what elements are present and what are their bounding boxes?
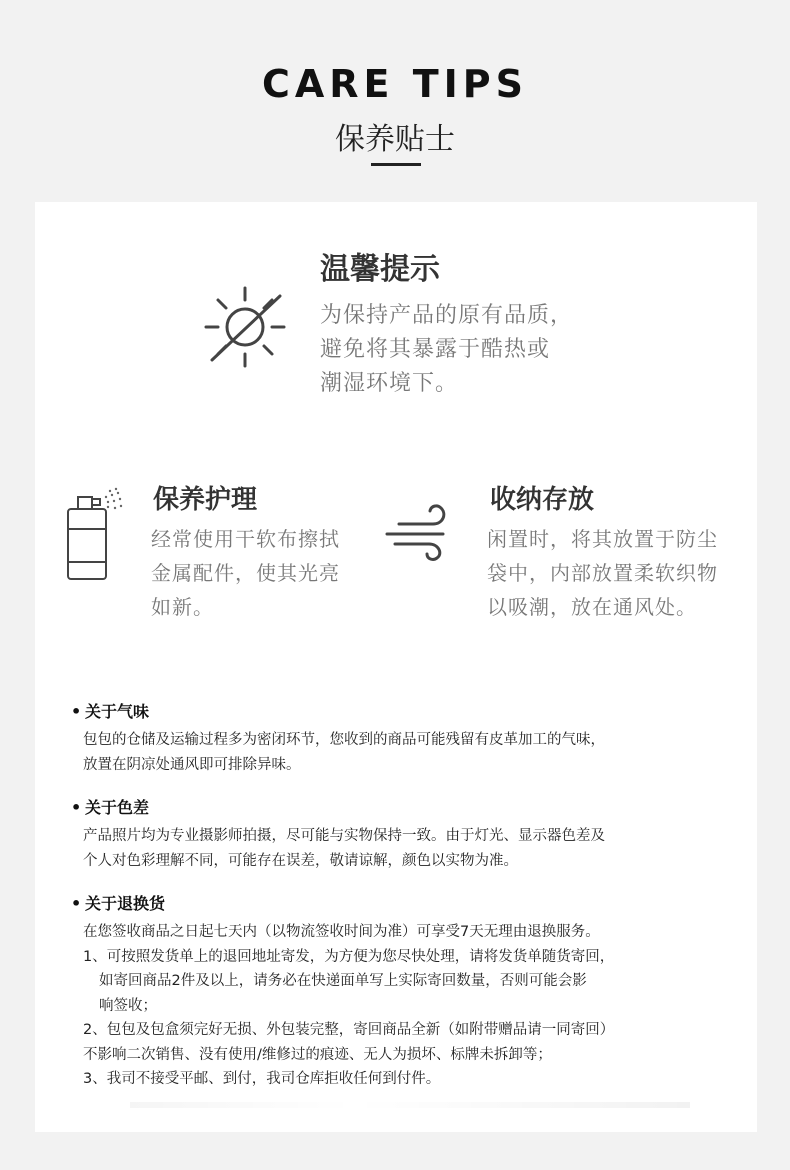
storage-text: [487, 522, 752, 624]
storage-line: 闲置时，将其放置于防尘: [487, 527, 718, 551]
care-line: 金属配件，使其光亮: [151, 561, 340, 585]
care-title: 保养护理: [153, 485, 258, 515]
notes-section: [71, 699, 741, 1110]
care-card: [35, 202, 757, 1132]
note-returns: [71, 891, 741, 1092]
warm-tips-line: 为保持产品的原有品质，: [320, 303, 574, 328]
page-title-en: CARE TIPS: [261, 62, 529, 106]
care-text: [151, 522, 373, 624]
care-line: 经常使用干软布擦拭: [151, 527, 340, 551]
note-odor: [71, 699, 741, 777]
warm-tips-text: [320, 299, 640, 401]
note-line: 在您签收商品之日起七天内（以物流签收时间为准）可享受7天无理由退换服务。: [83, 924, 600, 940]
page-title-cn: 保养贴士: [335, 122, 455, 157]
care-line: 如新。: [151, 595, 214, 619]
bullet-icon: •: [71, 798, 82, 817]
note-heading-text: 关于气味: [85, 702, 150, 721]
bullet-icon: •: [71, 702, 82, 721]
spray-bottle-icon: [50, 487, 125, 582]
note-line: 产品照片均为专业摄影师拍摄，尽可能与实物保持一致。由于灯光、显示器色差及: [83, 828, 605, 844]
note-heading-text: 关于退换货: [85, 894, 166, 913]
note-line: 3、我司不接受平邮、到付，我司仓库拒收任何到付件。: [83, 1071, 441, 1087]
sun-icon: [200, 282, 290, 372]
note-line: 包包的仓储及运输过程多为密闭环节，您收到的商品可能残留有皮革加工的气味，: [83, 732, 605, 748]
note-line: 2、包包及包盒须完好无损、外包装完整，寄回商品全新（如附带赠品请一同寄回）: [83, 1022, 615, 1038]
note-line: 1、可按照发货单上的退回地址寄发，为方便为您尽快处理，请将发货单随货寄回，: [83, 948, 615, 965]
warm-tips-line: 避免将其暴露于酷热或: [320, 337, 551, 362]
note-line: 个人对色彩理解不同，可能存在误差，敬请谅解，颜色以实物为准。: [83, 852, 518, 869]
note-line: 如寄回商品2件及以上，请务必在快递面单写上实际寄回数量，否则可能会影: [99, 973, 587, 989]
warm-tips-line: 潮湿环境下。: [320, 371, 459, 396]
storage-title: 收纳存放: [490, 485, 595, 515]
note-heading: [71, 795, 741, 818]
bullet-icon: •: [71, 894, 82, 913]
note-heading-text: 关于色差: [85, 798, 150, 817]
note-color: [71, 795, 741, 873]
faint-divider: [130, 1102, 690, 1108]
note-line: 放置在阴凉处通风即可排除异味。: [83, 756, 301, 773]
storage-line: 袋中，内部放置柔软织物: [487, 561, 718, 585]
title-divider: [371, 163, 421, 166]
wind-icon: [385, 502, 455, 562]
note-line: 响签收；: [99, 997, 157, 1014]
note-heading: [71, 891, 741, 914]
page-header: [0, 0, 790, 200]
storage-line: 以吸潮，放在通风处。: [487, 595, 697, 619]
note-line: 不影响二次销售、没有使用/维修过的痕迹、无人为损坏、标牌未拆卸等；: [83, 1046, 552, 1063]
warm-tips-title: 温馨提示: [320, 252, 440, 287]
note-heading: [71, 699, 741, 722]
